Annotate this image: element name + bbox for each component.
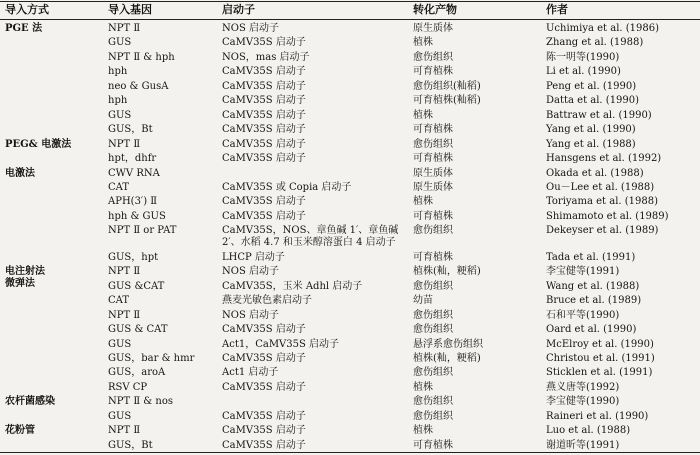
gene-cell: NPT Ⅱ & hph <box>108 51 175 63</box>
product-cell: 原生质体 <box>413 167 453 179</box>
author-cell: Ou－Lee et al. (1988) <box>546 181 655 193</box>
gene-cell: GUS，aroA <box>108 367 166 379</box>
author-cell: Peng et al. (1990) <box>546 80 637 92</box>
author-cell: Dekeyser et al. (1989) <box>546 225 659 237</box>
table-row <box>0 310 700 322</box>
promoter-cell: CaMV35S 或 Copia 启动子 <box>222 181 352 193</box>
product-cell: 幼苗 <box>413 295 433 307</box>
promoter-cell: NOS 启动子 <box>222 266 279 278</box>
product-cell: 植株(籼，粳稻) <box>413 353 481 364</box>
product-cell: 可育植株 <box>413 124 453 136</box>
gene-cell: hph <box>108 95 128 107</box>
promoter-cell: CaMV35S 启动子 <box>222 109 306 121</box>
product-cell: 植株 <box>413 37 433 49</box>
table-row <box>0 139 700 151</box>
header-method: 导入方式 <box>5 3 49 16</box>
product-cell: 植株 <box>413 425 433 437</box>
table-row <box>0 153 700 165</box>
header-promoter: 启动子 <box>222 3 255 16</box>
product-cell: 愈伤组织 <box>413 280 453 292</box>
header-product: 转化产物 <box>413 3 457 16</box>
gene-cell: hpt，dhfr <box>108 153 157 165</box>
author-cell: Yang et al. (1988) <box>546 138 636 150</box>
table-row <box>0 440 700 452</box>
promoter-cell: CaMV35S 启动子 <box>222 324 306 336</box>
promoter-cell: CaMV35S 启动子 <box>222 37 306 49</box>
product-cell: 愈伤组织 <box>413 324 453 336</box>
table-row <box>0 281 700 293</box>
promoter-cell: CaMV35S 启动子 <box>222 95 306 107</box>
product-cell: 愈伤组织 <box>413 225 453 237</box>
product-cell: 愈伤组织 <box>413 367 453 379</box>
gene-cell: CAT <box>108 181 129 193</box>
table-row <box>0 252 700 264</box>
author-cell: 谢道昕等(1991) <box>546 439 620 451</box>
product-cell: 愈伤组织 <box>413 51 453 63</box>
product-cell: 愈伤组织 <box>413 410 453 422</box>
gene-cell: GUS，Bt <box>108 124 153 136</box>
author-cell: Yang et al. (1990) <box>546 124 636 136</box>
author-cell: Toriyama et al. (1988) <box>546 196 659 208</box>
method-cell: 电激法 <box>5 167 35 179</box>
product-cell: 愈伤组织 <box>413 309 453 321</box>
gene-cell: NPT Ⅱ <box>108 425 141 437</box>
header-rule <box>0 19 700 20</box>
product-cell: 植株 <box>413 109 433 121</box>
author-cell: Oard et al. (1990) <box>546 324 637 336</box>
gene-cell: GUS <box>108 410 132 422</box>
gene-cell: CAT <box>108 295 129 307</box>
promoter-cell: CaMV35S 启动子 <box>222 425 306 437</box>
promoter-cell: NOS 启动子 <box>222 23 279 34</box>
method-cell: PEG& 电激法 <box>5 138 72 150</box>
table-row <box>0 339 700 351</box>
promoter-cell: LHCP 启动子 <box>222 252 285 264</box>
product-cell: 可育植株(籼稻) <box>413 95 481 107</box>
author-cell: 燕义唐等(1992) <box>546 381 620 393</box>
table-row <box>0 225 700 249</box>
table-row <box>0 324 700 336</box>
product-cell: 原生质体 <box>413 23 453 34</box>
promoter-cell: NOS，mas 启动子 <box>222 51 310 63</box>
gene-cell: GUS <box>108 37 132 49</box>
author-cell: 陈一明等(1990) <box>546 51 620 63</box>
author-cell: McElroy et al. (1990) <box>546 338 654 350</box>
author-cell: Luo et al. (1988) <box>546 425 631 437</box>
promoter-cell: CaMV35S 启动子 <box>222 196 306 208</box>
promoter-cell: Act1，CaMV35S 启动子 <box>222 338 340 350</box>
product-cell: 愈伤组织 <box>413 396 453 408</box>
author-cell: 石和平等(1990) <box>546 309 620 321</box>
promoter-cell: NOS 启动子 <box>222 309 279 321</box>
table-row <box>0 168 700 180</box>
promoter-cell: Act1 启动子 <box>222 367 279 379</box>
promoter-cell: CaMV35S 启动子 <box>222 138 306 150</box>
product-cell: 愈伤组织(籼稻) <box>413 80 481 92</box>
table-row <box>0 23 700 35</box>
promoter-cell: CaMV35S 启动子 <box>222 124 306 136</box>
gene-cell: GUS <box>108 109 132 121</box>
product-cell: 可育植株 <box>413 210 453 222</box>
author-cell: Raineri et al. (1990) <box>546 410 649 422</box>
promoter-cell: CaMV35S，玉米 Adhl 启动子 <box>222 280 363 292</box>
gene-cell: GUS &CAT <box>108 280 165 292</box>
table-row <box>0 295 700 307</box>
author-cell: Bruce et al. (1989) <box>546 295 642 307</box>
gene-cell: NPT Ⅱ or PAT <box>108 225 177 237</box>
promoter-cell: CaMV35S 启动子 <box>222 66 306 78</box>
author-cell: Tada et al. (1991) <box>546 252 636 264</box>
gene-cell: NPT Ⅱ <box>108 23 141 34</box>
method-cell: PGE 法 <box>5 23 43 34</box>
table-row <box>0 81 700 93</box>
gene-cell: GUS，hpt <box>108 252 159 264</box>
gene-cell: GUS，Bt <box>108 439 153 451</box>
table-row <box>0 182 700 194</box>
gene-cell: GUS & CAT <box>108 324 168 336</box>
gene-cell: hph & GUS <box>108 210 166 222</box>
author-cell: Uchimiya et al. (1986) <box>546 23 660 34</box>
table-top-rule <box>0 1 700 2</box>
table-row <box>0 211 700 223</box>
table-row <box>0 382 700 394</box>
gene-cell: hph <box>108 66 128 78</box>
product-cell: 植株 <box>413 381 433 393</box>
table-row <box>0 52 700 64</box>
table-row <box>0 124 700 136</box>
product-cell: 愈伤组织 <box>413 138 453 150</box>
promoter-cell: CaMV35S 启动子 <box>222 410 306 422</box>
author-cell: Sticklen et al. (1991) <box>546 367 653 379</box>
promoter-cell: CaMV35S，NOS、章鱼碱 1′、章鱼碱 2′、水稻 4.7 和玉米醇溶蛋白 4 启动子 <box>222 225 399 249</box>
author-cell: Datta et al. (1990) <box>546 95 640 107</box>
gene-cell: neo & GusA <box>108 80 169 92</box>
author-cell: 李宝健等(1990) <box>546 396 620 408</box>
product-cell: 植株 <box>413 196 433 208</box>
promoter-cell: CaMV35S 启动子 <box>222 210 306 222</box>
method-cell: 农杆菌感染 <box>5 396 55 408</box>
gene-cell: RSV CP <box>108 381 148 393</box>
author-cell: Wang et al. (1988) <box>546 280 640 292</box>
gene-cell: NPT Ⅱ <box>108 138 141 150</box>
method-cell: 电注射法 <box>5 266 45 278</box>
table-row <box>0 411 700 423</box>
promoter-cell: CaMV35S 启动子 <box>222 439 306 451</box>
method-cell-secondary: 微弹法 <box>5 278 35 290</box>
table-row <box>0 396 700 408</box>
table-row <box>0 110 700 122</box>
author-cell: Battraw et al. (1990) <box>546 109 652 121</box>
promoter-cell: CaMV35S 启动子 <box>222 353 306 364</box>
product-cell: 可育植株 <box>413 439 453 451</box>
product-cell: 可育植株 <box>413 252 453 264</box>
author-cell: 李宝健等(1991) <box>546 266 620 278</box>
author-cell: Hansgens et al. (1992) <box>546 153 662 165</box>
product-cell: 植株(籼，粳稻) <box>413 266 481 278</box>
table-bottom-rule <box>0 452 700 453</box>
header-author: 作者 <box>546 3 568 16</box>
product-cell: 悬浮系愈伤组织 <box>413 338 483 350</box>
product-cell: 原生质体 <box>413 181 453 193</box>
header-gene: 导入基因 <box>108 3 152 16</box>
author-cell: Okada et al. (1988) <box>546 167 644 179</box>
gene-cell: APH(3′) Ⅱ <box>108 196 158 208</box>
gene-cell: GUS，bar & hmr <box>108 353 195 364</box>
promoter-cell: CaMV35S 启动子 <box>222 381 306 393</box>
author-cell: Li et al. (1990) <box>546 66 621 78</box>
table-row <box>0 425 700 437</box>
table-row <box>0 37 700 49</box>
promoter-cell: 燕麦光敏色素启动子 <box>222 295 312 307</box>
promoter-cell: CaMV35S 启动子 <box>222 153 306 165</box>
product-cell: 可育植株 <box>413 153 453 165</box>
table-row <box>0 353 700 365</box>
gene-cell: NPT Ⅱ & nos <box>108 396 173 408</box>
author-cell: Christou et al. (1991) <box>546 353 655 364</box>
gene-cell: NPT Ⅱ <box>108 309 141 321</box>
promoter-cell: CaMV35S 启动子 <box>222 80 306 92</box>
table-row <box>0 95 700 107</box>
table-row <box>0 367 700 379</box>
gene-cell: GUS <box>108 338 132 350</box>
product-cell: 可育植株 <box>413 66 453 78</box>
table-row <box>0 196 700 208</box>
method-cell: 花粉管 <box>5 425 35 437</box>
table-row <box>0 66 700 78</box>
gene-cell: CWV RNA <box>108 167 160 179</box>
author-cell: Shimamoto et al. (1989) <box>546 210 669 222</box>
gene-cell: NPT Ⅱ <box>108 266 141 278</box>
author-cell: Zhang et al. (1988) <box>546 37 644 49</box>
